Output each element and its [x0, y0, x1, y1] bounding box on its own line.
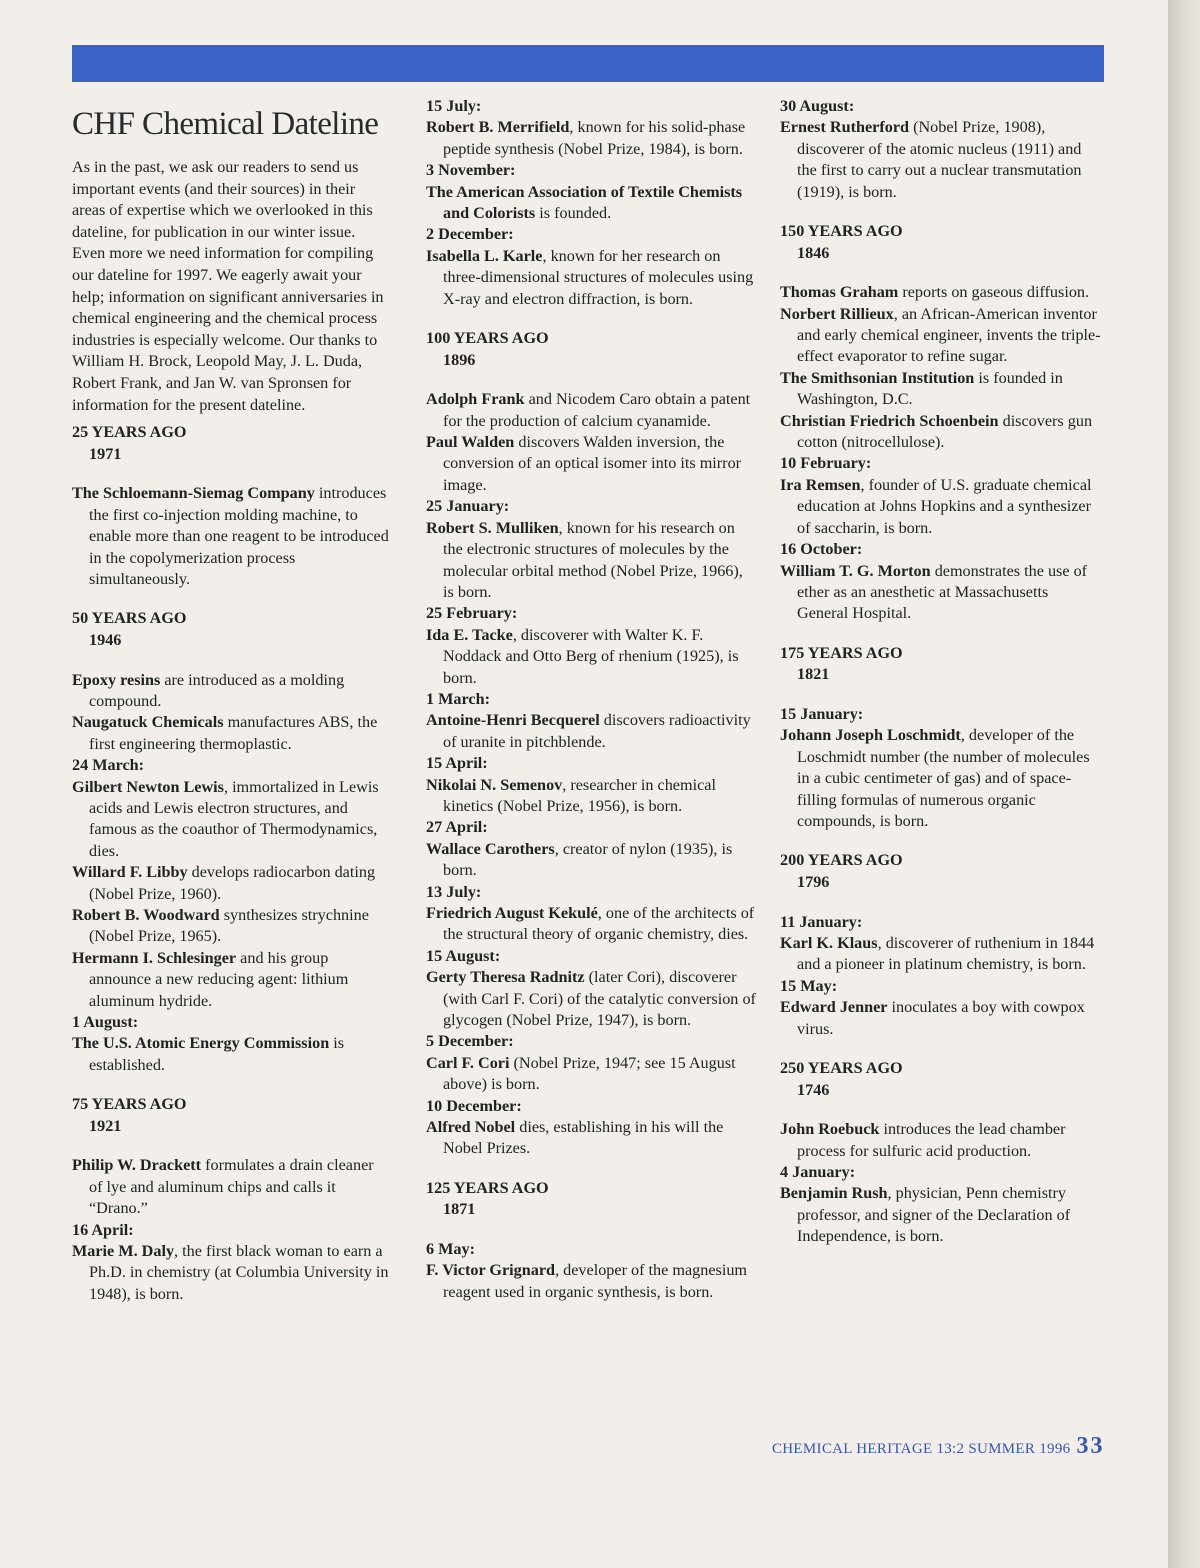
- entry-text: develops radiocarbon dating (Nobel Prize, 1960).: [89, 863, 376, 903]
- section-year: 1821: [797, 665, 830, 684]
- entry-date: 16 April:: [72, 1220, 134, 1239]
- entry-text: (Nobel Prize, 1947; see 15 August above) is born.: [443, 1053, 736, 1094]
- entry-date: 15 May:: [780, 976, 838, 995]
- entry-text: formulates a drain cleaner of lye and aluminum chips and calls it “Drano.”: [89, 1156, 374, 1218]
- entry-name: Johann Joseph Loschmidt: [780, 726, 961, 745]
- column-1-sections: [72, 422, 390, 1305]
- entry-text: are introduced as a molding compound.: [89, 670, 345, 710]
- entry-name: F. Victor Grignard: [426, 1261, 556, 1280]
- dateline-entry: [426, 967, 756, 1031]
- dateline-entry: [72, 777, 390, 863]
- entry-date: 16 October:: [780, 540, 863, 559]
- dateline-entry: [780, 1119, 1102, 1162]
- entry-text: reports on gaseous diffusion.: [898, 283, 1090, 302]
- dateline-entry: [426, 246, 756, 310]
- dateline-entry: [426, 1053, 756, 1096]
- entry-text: , discoverer with Walter K. F. Noddack and Otto Berg of rhenium (1925), is born.: [443, 625, 739, 687]
- intro-paragraph: As in the past, we ask our readers to send us important events (and their sources) in their areas of expertise which we overlooked in this dateline, for publication in our winter issue. Even more we need information for compiling our dateline for 1997. We eagerly await your help; information on significant anniversaries in chemical engineering and the chemical process industries is especially welcome. Our thanks to William H. Brock, Leopold May, J. L. Duda, Robert Frank, and Jan W. van Spronsen for information for the present dateline.: [72, 158, 384, 414]
- entry-text: , physician, Penn chemistry professor, and signer of the Declaration of Independence, is born.: [797, 1184, 1071, 1246]
- dateline-entry: [780, 117, 1102, 203]
- entry-date: 15 August:: [426, 946, 501, 965]
- section-year: 1871: [443, 1200, 476, 1219]
- entry-date: 10 December:: [426, 1096, 522, 1115]
- entry-date: 4 January:: [780, 1162, 856, 1181]
- dateline-entry: [426, 775, 756, 818]
- entry-text: is established.: [89, 1034, 345, 1074]
- entry-text: introduces the lead chamber process for sulfuric acid production.: [797, 1120, 1066, 1160]
- entry-text: manufactures ABS, the first engineering thermoplastic.: [89, 713, 378, 753]
- dateline-entry: [426, 710, 756, 753]
- entry-name: Hermann I. Schlesinger: [72, 948, 237, 967]
- entry-text: (Nobel Prize, 1908), discoverer of the atomic nucleus (1911) and the first to carry out a nuclear transmutation (1919), is born.: [797, 118, 1082, 201]
- column-1: [72, 96, 390, 1305]
- entry-date: 25 January:: [426, 497, 510, 516]
- dateline-entry: [72, 905, 390, 948]
- dateline-entry: [426, 625, 756, 689]
- entry-text: discovers radioactivity of uranite in pitchblende.: [443, 711, 751, 751]
- entry-date: 10 February:: [780, 454, 872, 473]
- entry-name: Antoine-Henri Becquerel: [426, 711, 600, 730]
- page-edge: [1168, 0, 1200, 1568]
- entry-name: The U.S. Atomic Energy Commission: [72, 1034, 330, 1053]
- dateline-entry: [72, 670, 390, 713]
- entry-name: Naugatuck Chemicals: [72, 713, 224, 732]
- dateline-entry: [780, 933, 1102, 976]
- dateline-entry: [426, 839, 756, 882]
- entry-name: Christian Friedrich Schoenbein: [780, 411, 999, 430]
- section-year: 1746: [797, 1080, 830, 1099]
- header-bar: [72, 45, 1104, 82]
- entry-text: synthesizes strychnine (Nobel Prize, 1965).: [89, 906, 369, 946]
- dateline-section: [780, 1058, 1102, 1248]
- entry-text: , developer of the magnesium reagent used in organic synthesis, is born.: [443, 1261, 748, 1301]
- section-title: 150 YEARS AGO: [780, 222, 903, 241]
- page-number: 33: [1076, 1433, 1105, 1459]
- column-2-sections: [426, 96, 756, 1303]
- entry-text: , an African-American inventor and early chemical engineer, invents the triple-effect evaporator to refine sugar.: [797, 304, 1101, 366]
- dateline-section: [426, 96, 756, 310]
- entry-text: , creator of nylon (1935), is born.: [443, 839, 733, 880]
- dateline-entry: [72, 712, 390, 755]
- entry-name: The Smithsonian Institution: [780, 368, 975, 387]
- entry-text: , one of the architects of the structural theory of organic chemistry, dies.: [443, 904, 755, 944]
- entry-text: , discoverer of ruthenium in 1844 and a pioneer in platinum chemistry, is born.: [797, 933, 1095, 974]
- column-2: [426, 96, 756, 1303]
- dateline-entry: [780, 725, 1102, 832]
- dateline-section: [780, 643, 1102, 833]
- dateline-entry: [780, 282, 1102, 303]
- section-year: 1846: [797, 243, 830, 262]
- entry-name: William T. G. Morton: [780, 561, 931, 580]
- column-3-sections: [780, 96, 1102, 1248]
- entry-name: Norbert Rillieux: [780, 304, 894, 323]
- entry-name: Philip W. Drackett: [72, 1156, 202, 1175]
- section-title: 25 YEARS AGO: [72, 423, 187, 442]
- dateline-entry: [780, 997, 1102, 1040]
- entry-name: Robert B. Merrifield: [426, 118, 570, 137]
- entry-date: 11 January:: [780, 912, 863, 931]
- entry-text: demonstrates the use of ether as an anesthetic at Massachusetts General Hospital.: [797, 561, 1088, 623]
- entry-date: 30 August:: [780, 97, 855, 115]
- dateline-entry: [426, 518, 756, 604]
- section-title: 175 YEARS AGO: [780, 643, 903, 662]
- dateline-entry: [780, 304, 1102, 368]
- section-year: 1896: [443, 350, 476, 369]
- entry-date: 15 January:: [780, 704, 864, 723]
- entry-name: Paul Walden: [426, 433, 515, 452]
- dateline-entry: [780, 411, 1102, 454]
- entry-text: is founded in Washington, D.C.: [797, 368, 1063, 409]
- entry-date: 13 July:: [426, 882, 482, 901]
- entry-name: Friedrich August Kekulé: [426, 904, 598, 922]
- entry-text: discovers Walden inversion, the conversion of an optical isomer into its mirror image.: [443, 433, 742, 494]
- entry-name: Marie M. Daly: [72, 1242, 175, 1261]
- entry-text: and Nicodem Caro obtain a patent for the production of calcium cyanamide.: [443, 390, 751, 430]
- dateline-entry: [426, 903, 756, 946]
- page-footer: [772, 1433, 1112, 1460]
- dateline-entry: [72, 483, 390, 590]
- entry-name: The Schloemann-Siemag Company: [72, 484, 315, 503]
- entry-name: Gilbert Newton Lewis: [72, 777, 224, 796]
- entry-date: 27 April:: [426, 818, 488, 837]
- entry-date: 2 December:: [426, 225, 514, 244]
- entry-name: Karl K. Klaus: [780, 933, 878, 952]
- entry-date: 15 April:: [426, 754, 488, 773]
- section-title: 50 YEARS AGO: [72, 609, 187, 628]
- entry-text: , immortalized in Lewis acids and Lewis electron structures, and famous as the coauthor of Thermodynamics, dies.: [89, 777, 379, 860]
- dateline-section: [426, 1178, 756, 1303]
- entry-date: 5 December:: [426, 1032, 514, 1051]
- section-year: 1796: [797, 872, 830, 891]
- dateline-entry: [72, 1033, 390, 1076]
- entry-name: The American Association of Textile Chemists and Colorists: [426, 182, 743, 223]
- column-3: [780, 96, 1102, 1248]
- entry-date: 6 May:: [426, 1240, 475, 1259]
- entry-date: 3 November:: [426, 161, 516, 180]
- dateline-section: [426, 328, 756, 1160]
- entry-date: 15 July:: [426, 97, 482, 115]
- dateline-entry: [72, 1241, 390, 1305]
- entry-text: dies, establishing in his will the Nobel Prizes.: [443, 1118, 724, 1158]
- entry-name: Carl F. Cori: [426, 1053, 510, 1072]
- dateline-entry: [426, 1117, 756, 1160]
- dateline-entry: [780, 475, 1102, 539]
- section-title: 75 YEARS AGO: [72, 1095, 187, 1114]
- entry-date: 1 August:: [72, 1013, 139, 1032]
- journal-name: CHEMICAL HERITAGE 13:2 SUMMER 1996: [772, 1441, 1071, 1457]
- section-title: 250 YEARS AGO: [780, 1058, 903, 1077]
- dateline-entry: [780, 368, 1102, 411]
- entry-text: , known for his solid-phase peptide synthesis (Nobel Prize, 1984), is born.: [443, 118, 746, 158]
- entry-text: inoculates a boy with cowpox virus.: [797, 998, 1085, 1038]
- entry-text: , researcher in chemical kinetics (Nobel Prize, 1956), is born.: [443, 775, 716, 815]
- entry-text: , known for his research on the electronic structures of molecules by the molecular orbital method (Nobel Prize, 1966), is born.: [443, 518, 743, 601]
- dateline-entry: [72, 862, 390, 905]
- section-title: 125 YEARS AGO: [426, 1178, 549, 1197]
- entry-text: , known for her research on three-dimensional structures of molecules using X-ray and electron diffraction, is born.: [443, 246, 754, 308]
- section-year: 1921: [89, 1116, 122, 1135]
- entry-name: Nikolai N. Semenov: [426, 775, 563, 794]
- entry-name: Thomas Graham: [780, 283, 899, 302]
- entry-name: Gerty Theresa Radnitz: [426, 968, 585, 987]
- section-title: 100 YEARS AGO: [426, 329, 549, 348]
- dateline-entry: [426, 182, 756, 225]
- entry-text: and his group announce a new reducing agent: lithium aluminum hydride.: [89, 948, 349, 1010]
- entry-name: Edward Jenner: [780, 998, 888, 1017]
- dateline-entry: [426, 1260, 756, 1303]
- section-year: 1946: [89, 630, 122, 649]
- dateline-entry: [426, 432, 756, 496]
- dateline-entry: [426, 389, 756, 432]
- dateline-section: [780, 850, 1102, 1040]
- entry-name: Benjamin Rush: [780, 1184, 888, 1203]
- entry-name: Robert S. Mulliken: [426, 518, 559, 537]
- entry-text: , developer of the Loschmidt number (the number of molecules in a cubic centimeter of gas) and of space-filling formulas of numerous organic compounds, is born.: [797, 726, 1090, 830]
- dateline-entry: [426, 117, 756, 160]
- entry-date: 25 February:: [426, 604, 518, 623]
- section-title: 200 YEARS AGO: [780, 851, 903, 870]
- dateline-entry: [72, 948, 390, 1012]
- dateline-entry: [72, 1155, 390, 1219]
- entry-text: (later Cori), discoverer (with Carl F. Cori) of the catalytic conversion of glycogen (Nobel Prize, 1947), is born.: [443, 968, 756, 1030]
- entry-date: 24 March:: [72, 756, 145, 775]
- entry-name: Robert B. Woodward: [72, 906, 220, 924]
- entry-name: Ernest Rutherford: [780, 118, 910, 137]
- entry-text: , founder of U.S. graduate chemical education at Johns Hopkins and a synthesizer of saccharin, is born.: [797, 475, 1092, 537]
- entry-name: Ira Remsen: [780, 475, 861, 494]
- entry-text: introduces the first co-injection molding machine, to enable more than one reagent to be introduced in the copolymerization process simultaneously.: [89, 484, 389, 588]
- dateline-entry: [780, 561, 1102, 625]
- dateline-section: [72, 422, 390, 590]
- entry-name: Alfred Nobel: [426, 1118, 516, 1137]
- section-year: 1971: [89, 444, 122, 463]
- entry-name: Adolph Frank: [426, 390, 525, 409]
- entry-text: discovers gun cotton (nitrocellulose).: [797, 411, 1093, 452]
- entry-name: Willard F. Libby: [72, 863, 188, 882]
- dateline-entry: [780, 1183, 1102, 1247]
- dateline-section: [780, 221, 1102, 625]
- dateline-section: [72, 1094, 390, 1305]
- page-title: CHF Chemical Dateline: [72, 106, 379, 142]
- entry-name: Epoxy resins: [72, 670, 161, 689]
- dateline-section: [72, 608, 390, 1076]
- dateline-section: [780, 96, 1102, 203]
- entry-name: Wallace Carothers: [426, 839, 555, 858]
- entry-name: Isabella L. Karle: [426, 246, 543, 265]
- entry-name: John Roebuck: [780, 1120, 880, 1139]
- entry-date: 1 March:: [426, 689, 490, 708]
- entry-text: , the first black woman to earn a Ph.D. in chemistry (at Columbia University in 1948), is born.: [89, 1242, 389, 1303]
- entry-text: is founded.: [535, 204, 612, 223]
- entry-name: Ida E. Tacke: [426, 625, 513, 644]
